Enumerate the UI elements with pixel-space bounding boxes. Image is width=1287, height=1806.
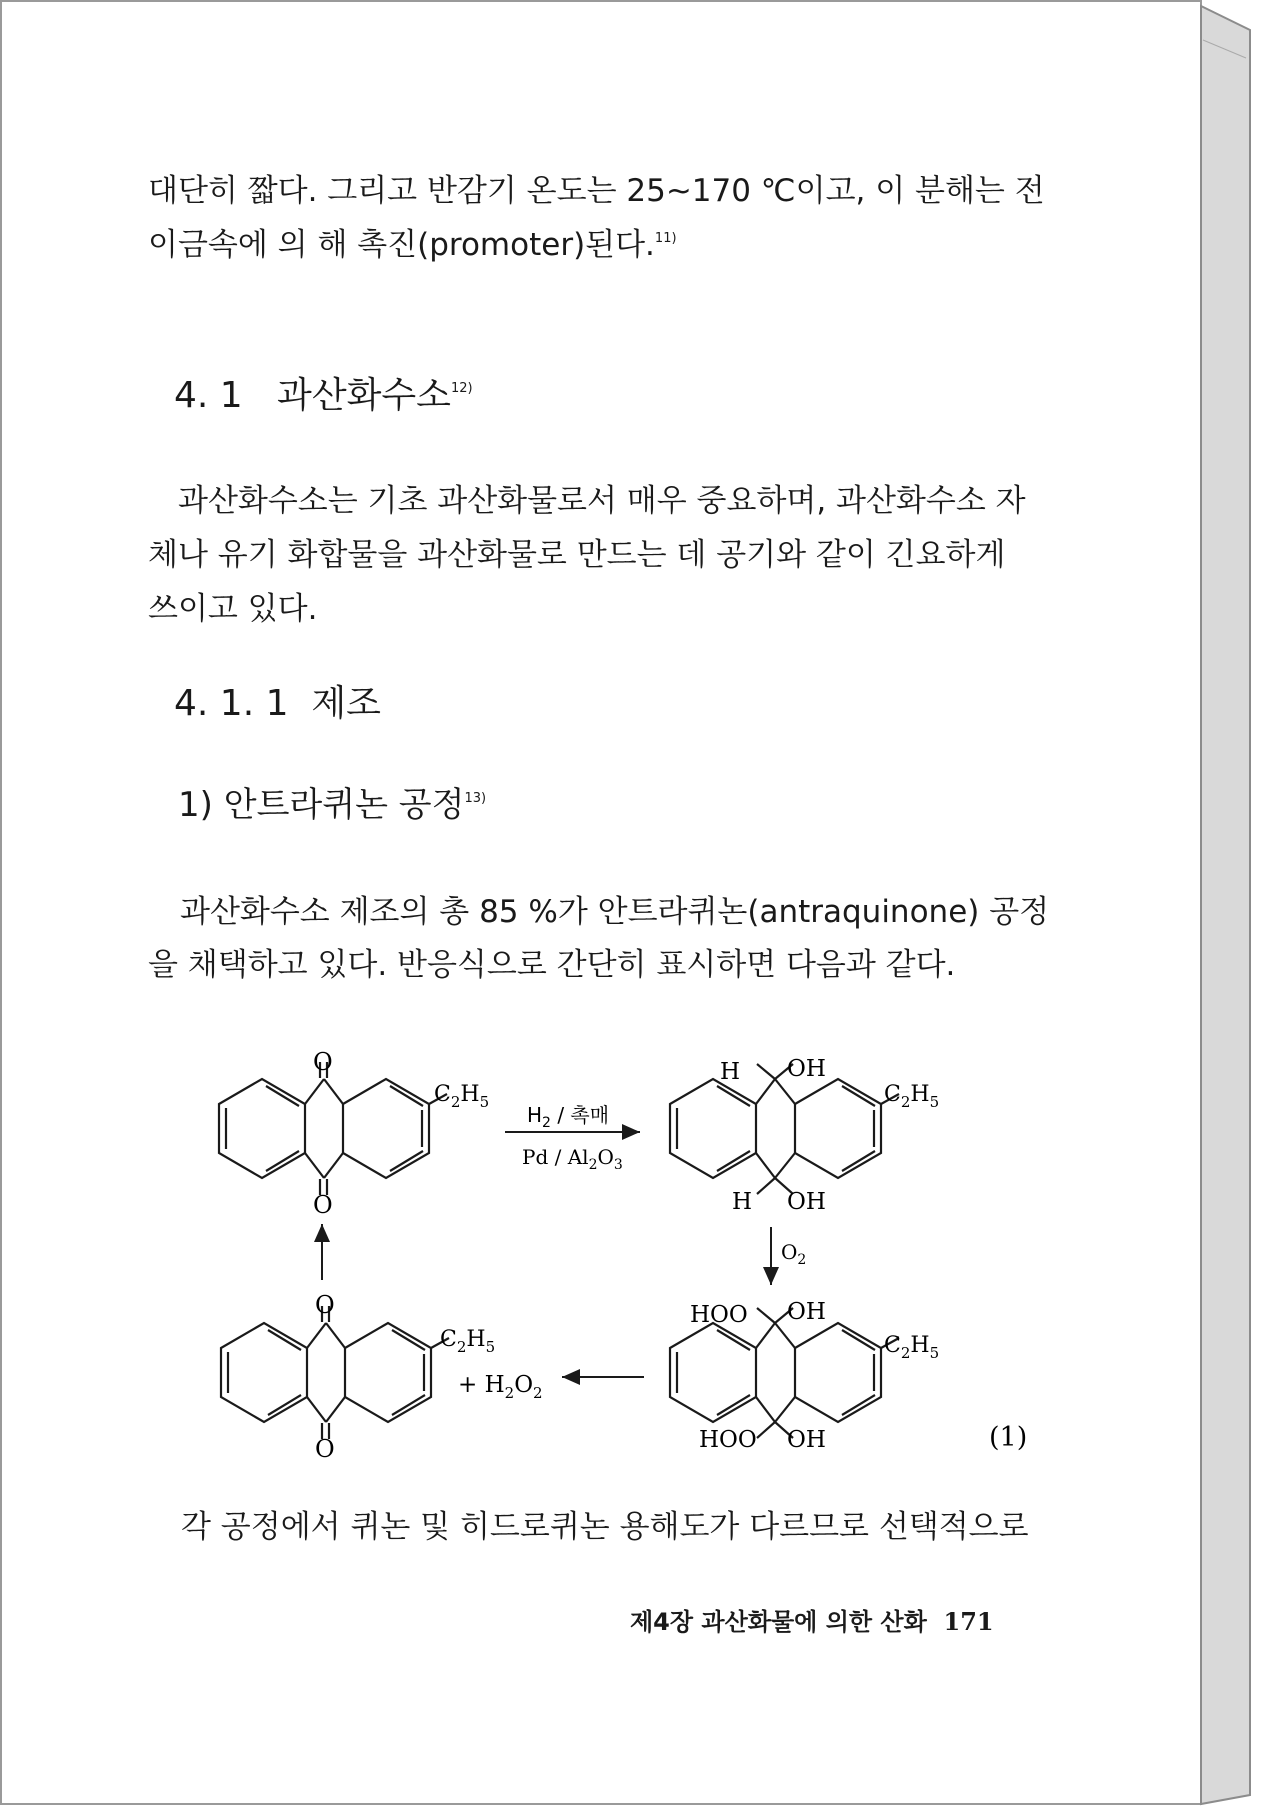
subsection-number: 4. 1. 1 (174, 683, 289, 724)
arrow1-label-top: $H_2$ / 촉매 (527, 1103, 610, 1131)
para3-line1: 과산화수소 제조의 총 85 %가 안트라퀴논(antraquinone) 공정 (180, 894, 1050, 930)
oh-top: OH (787, 1056, 826, 1082)
para3-line2: 을 채택하고 있다. 반응식으로 간단히 표시하면 다음과 같다. (148, 947, 956, 983)
atom-o-top: O (313, 1048, 333, 1076)
subsection-title: 제조 (311, 683, 381, 724)
page-footer (630, 1607, 994, 1636)
anthraquinone-top (219, 1062, 447, 1195)
para4-line1: 각 공정에서 퀴논 및 히드로퀴논 용해도가 다르므로 선택적으로 (181, 1509, 1029, 1545)
footer-chapter: 제4장 과산화물에 의한 산화 (630, 1608, 927, 1636)
para2-line2: 체나 유기 화합물을 과산화물로 만드는 데 공기와 같이 긴요하게 (148, 537, 1006, 573)
ethyl-group-4: $C_2H_5$ (440, 1327, 496, 1356)
oh-top-2: OH (787, 1299, 826, 1325)
ethyl-group-3: $C_2H_5$ (884, 1333, 940, 1362)
para2-line3: 쓰이고 있다. (148, 591, 318, 627)
product-h2o2: + $H_2O_2$ (458, 1372, 543, 1402)
subheading-number: 1) (178, 785, 213, 825)
atom-h-bottom: H (732, 1189, 753, 1215)
equation-number: (1) (989, 1422, 1028, 1453)
para2-line1: 과산화수소는 기초 과산화물로서 매우 중요하며, 과산화수소 자 (178, 483, 1026, 519)
ref-12: 12) (450, 381, 473, 396)
para1-line2-text: 이금속에 의 해 촉진(promoter)된다. (148, 227, 655, 263)
para1-line1: 대단히 짧다. 그리고 반감기 온도는 25∼170 ℃이고, 이 분해는 전 (148, 173, 1045, 209)
atom-o-top-2: O (315, 1291, 335, 1319)
atom-o-bottom: O (313, 1191, 333, 1219)
subheading-title: 안트라퀴논 공정 (223, 785, 465, 825)
anthraquinone-bottom (221, 1306, 449, 1439)
ethyl-group-2: $C_2H_5$ (884, 1082, 940, 1111)
atom-h-top: H (720, 1059, 741, 1085)
atom-o-bottom-2: O (315, 1435, 335, 1463)
arrow1-label-bottom: Pd / $Al_2O_3$ (522, 1145, 623, 1173)
oh-bottom: OH (787, 1189, 826, 1215)
page-number: 171 (943, 1607, 994, 1636)
anthrahydroquinone (670, 1064, 899, 1194)
ethyl-group-1: $C_2H_5$ (434, 1082, 490, 1111)
arrow-down-label: $O_2$ (781, 1240, 807, 1268)
ref-13: 13) (464, 790, 487, 806)
section-title: 과산화수소 (277, 375, 451, 416)
hoo-bottom: HOO (699, 1427, 757, 1453)
hoo-top: HOO (690, 1302, 748, 1328)
section-number: 4. 1 (174, 375, 243, 416)
oh-bottom-2: OH (787, 1427, 826, 1453)
ref-11: 11) (654, 230, 677, 246)
